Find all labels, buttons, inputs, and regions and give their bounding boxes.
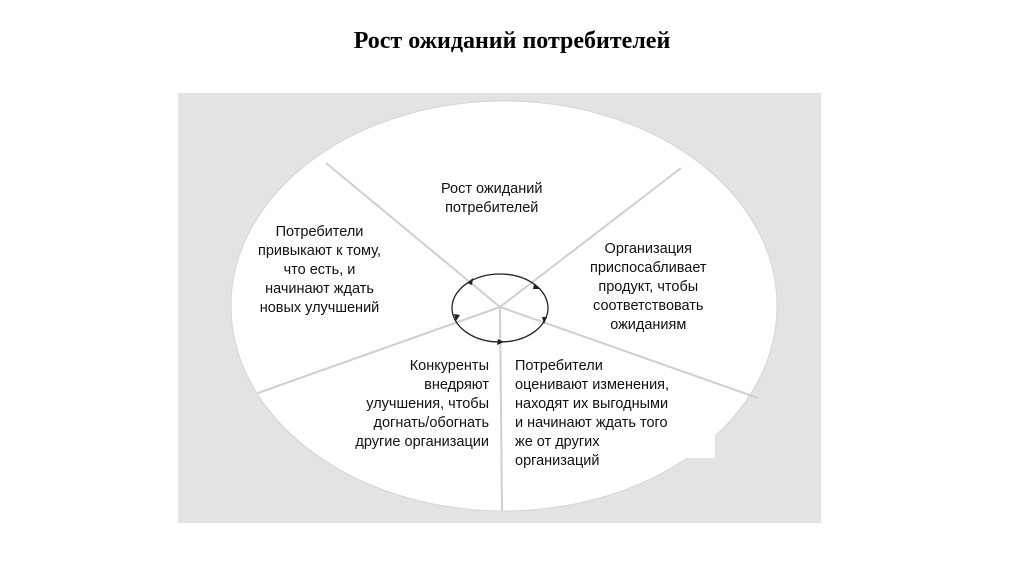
segment-bottom-right-line: находят их выгодными (515, 396, 669, 412)
segment-bottom-left-line: другие организации (355, 434, 489, 450)
segment-bottom-right-line: и начинают ждать того (515, 415, 668, 431)
segment-bottom-right-line: оценивают изменения, (515, 377, 670, 393)
segment-left-text (258, 223, 381, 318)
segment-right-text (590, 240, 707, 335)
segment-left-line: начинают ждать (265, 281, 374, 297)
segment-bottom-left-line: улучшения, чтобы (366, 396, 489, 412)
white-block (685, 433, 715, 458)
segment-bottom-left-line: внедряют (424, 377, 489, 393)
segment-top-line: потребителей (445, 200, 539, 216)
segment-left-line: что есть, и (283, 262, 356, 278)
segment-right-line: ожиданиям (610, 317, 687, 333)
segment-right-line: Организация (604, 241, 692, 257)
segment-left-line: Потребители (275, 224, 364, 240)
segment-right-line: соответствовать (593, 298, 704, 314)
segment-bottom-right-line: Потребители (515, 358, 603, 374)
segment-bottom-right-line: же от других (515, 434, 600, 450)
segment-top-text (441, 180, 542, 218)
segment-bottom-right-line: организаций (515, 453, 600, 469)
segment-bottom-left-line: Конкуренты (409, 358, 489, 374)
diagram-panel (178, 93, 821, 523)
segment-bottom-left-line: догнать/обогнать (373, 415, 489, 431)
segment-top-line: Рост ожиданий (441, 181, 543, 197)
segment-left-line: новых улучшений (259, 300, 380, 316)
segment-bottom-left-text (355, 357, 489, 452)
segment-right-line: продукт, чтобы (598, 279, 699, 295)
segment-right-line: приспосабливает (590, 260, 707, 276)
segment-left-line: привыкают к тому, (258, 243, 381, 259)
segment-bottom-right-text (515, 357, 669, 471)
page-title: Рост ожиданий потребителей (353, 28, 671, 54)
